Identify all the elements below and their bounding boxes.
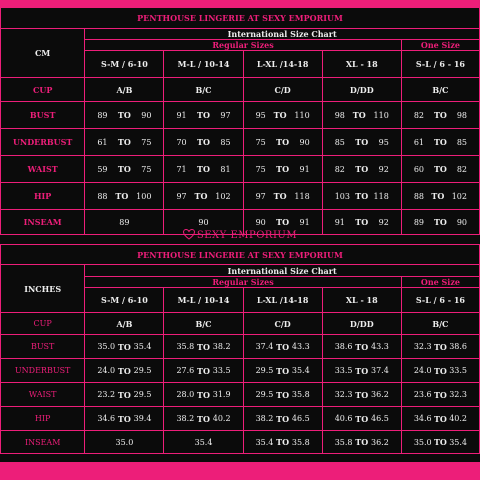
range-min: 88 xyxy=(413,191,425,201)
range-min: 88 xyxy=(97,191,108,201)
to-label: TO xyxy=(355,217,369,227)
range-min: 61 xyxy=(97,137,108,147)
to-label: TO xyxy=(352,110,366,120)
range-value xyxy=(323,110,401,120)
range-value xyxy=(402,437,479,447)
to-label: TO xyxy=(355,365,369,376)
table-row xyxy=(1,183,480,210)
row-label: CUP xyxy=(1,313,85,335)
range-max: 33.5 xyxy=(212,366,231,375)
one-size-label: One Size xyxy=(401,40,479,51)
row-label: HIP xyxy=(1,183,85,210)
to-label: TO xyxy=(433,217,447,227)
row-label: INSEAM xyxy=(1,431,85,454)
range-cell xyxy=(322,407,401,431)
chart-title: PENTHOUSE LINGERIE AT SEXY EMPORIUM xyxy=(1,8,480,29)
range-cell xyxy=(164,102,243,129)
range-max: 98 xyxy=(456,110,467,120)
range-cell xyxy=(401,156,479,183)
size-header: M-L / 10-14 xyxy=(164,51,243,78)
to-label: TO xyxy=(273,191,287,201)
range-cell xyxy=(401,183,479,210)
range-value xyxy=(323,137,401,147)
range-value xyxy=(323,342,401,352)
to-label: TO xyxy=(355,191,369,201)
range-value xyxy=(85,137,163,147)
to-label: TO xyxy=(117,365,131,376)
cup-value: B/C xyxy=(164,313,243,335)
to-label: TO xyxy=(117,341,131,352)
range-value xyxy=(323,390,401,400)
range-value xyxy=(244,110,322,120)
cup-value: A/B xyxy=(85,313,164,335)
range-min: 38.2 xyxy=(255,414,274,423)
range-max: 35.8 xyxy=(291,437,310,447)
range-max: 35.8 xyxy=(291,390,310,399)
to-label: TO xyxy=(194,191,208,201)
top-accent-bar xyxy=(0,0,480,7)
range-value xyxy=(323,164,401,174)
range-min: 23.6 xyxy=(413,390,432,399)
range-value xyxy=(323,217,401,227)
range-min: 61 xyxy=(413,137,425,147)
range-value xyxy=(402,110,479,120)
row-label: BUST xyxy=(1,102,85,129)
row-label: INSEAM xyxy=(1,210,85,235)
range-cell xyxy=(243,102,322,129)
range-max: 75 xyxy=(141,164,152,174)
range-cell xyxy=(322,335,401,359)
table-row xyxy=(1,156,480,183)
to-label: TO xyxy=(197,389,210,400)
range-min: 90 xyxy=(255,217,266,227)
range-max: 35.4 xyxy=(133,342,152,351)
range-max: 29.5 xyxy=(133,390,152,399)
range-value xyxy=(244,414,322,424)
cup-value: D/DD xyxy=(322,313,401,335)
cup-value: D/DD xyxy=(322,78,401,102)
range-max: 32.3 xyxy=(449,390,467,399)
range-cell xyxy=(322,156,401,183)
range-cell xyxy=(243,183,322,210)
size-header: S-L / 6 - 16 xyxy=(401,51,479,78)
range-max: 90 xyxy=(141,110,152,120)
to-label: TO xyxy=(433,137,447,147)
to-label: TO xyxy=(433,110,447,120)
size-header: M-L / 10-14 xyxy=(164,288,243,313)
range-max: 35.4 xyxy=(291,366,310,375)
range-value xyxy=(164,390,242,400)
range-cell xyxy=(243,383,322,407)
row-label: UNDERBUST xyxy=(1,359,85,383)
range-max: 92 xyxy=(378,164,389,174)
inches-size-chart xyxy=(0,244,480,454)
range-cell xyxy=(164,407,243,431)
range-value xyxy=(244,164,322,174)
row-label: WAIST xyxy=(1,156,85,183)
range-cell xyxy=(164,383,243,407)
to-label: TO xyxy=(197,164,210,174)
range-value xyxy=(85,414,163,424)
range-max: 46.5 xyxy=(371,414,389,423)
range-max: 91 xyxy=(299,217,310,227)
cup-value: C/D xyxy=(243,313,322,335)
range-cell xyxy=(243,335,322,359)
range-value xyxy=(244,366,322,376)
range-value xyxy=(244,437,322,447)
table-row xyxy=(1,335,480,359)
range-cell xyxy=(322,383,401,407)
range-value xyxy=(164,137,242,147)
cup-value: C/D xyxy=(243,78,322,102)
regular-sizes-label: Regular Sizes xyxy=(85,40,402,51)
range-min: 75 xyxy=(255,164,266,174)
range-cell xyxy=(401,383,479,407)
range-min: 35.4 xyxy=(255,437,274,447)
to-label: TO xyxy=(355,341,369,352)
range-max: 46.5 xyxy=(291,414,310,423)
range-value xyxy=(323,414,401,424)
range-min: 35.8 xyxy=(334,437,353,447)
range-min: 29.5 xyxy=(255,366,274,375)
range-cell xyxy=(85,407,164,431)
range-max: 35.4 xyxy=(449,437,467,447)
range-value xyxy=(164,110,242,120)
range-value xyxy=(164,414,242,424)
range-min: 24.0 xyxy=(413,366,432,375)
range-cell xyxy=(322,129,401,156)
to-label: TO xyxy=(117,137,131,147)
range-value xyxy=(402,414,479,424)
range-min: 59 xyxy=(97,164,108,174)
table-row xyxy=(1,102,480,129)
range-value xyxy=(164,366,242,376)
to-label: TO xyxy=(197,413,210,424)
to-label: TO xyxy=(117,110,131,120)
range-value xyxy=(323,366,401,376)
range-max: 81 xyxy=(220,164,231,174)
range-min: 32.3 xyxy=(334,390,353,399)
range-min: 34.6 xyxy=(413,414,432,423)
cm-size-chart xyxy=(0,7,480,235)
range-value xyxy=(244,342,322,352)
range-cell xyxy=(401,359,479,383)
row-label: HIP xyxy=(1,407,85,431)
range-min: 40.6 xyxy=(334,414,353,423)
to-label: TO xyxy=(431,191,445,201)
range-min: 98 xyxy=(334,110,345,120)
to-label: TO xyxy=(276,137,290,147)
to-label: TO xyxy=(433,365,447,376)
range-value xyxy=(85,390,163,400)
size-header: S-M / 6-10 xyxy=(85,51,164,78)
range-min: 89 xyxy=(413,217,425,227)
range-cell xyxy=(322,102,401,129)
size-header: S-L / 6 - 16 xyxy=(401,288,479,313)
range-min: 27.6 xyxy=(176,366,195,375)
to-label: TO xyxy=(115,191,129,201)
table-row xyxy=(1,383,480,407)
range-max: 97 xyxy=(220,110,231,120)
row-label: CUP xyxy=(1,78,85,102)
one-size-label: One Size xyxy=(401,277,479,288)
to-label: TO xyxy=(433,164,447,174)
range-cell xyxy=(243,359,322,383)
to-label: TO xyxy=(276,437,290,447)
table-row xyxy=(1,431,480,454)
range-min: 91 xyxy=(176,110,187,120)
range-value xyxy=(402,366,479,376)
range-min: 24.0 xyxy=(97,366,116,375)
range-max: 95 xyxy=(378,137,389,147)
range-max: 39.4 xyxy=(133,414,152,423)
range-cell xyxy=(85,129,164,156)
range-min: 60 xyxy=(413,164,425,174)
range-max: 100 xyxy=(136,191,152,201)
to-label: TO xyxy=(197,341,210,352)
to-label: TO xyxy=(197,365,210,376)
row-label: WAIST xyxy=(1,383,85,407)
range-cell xyxy=(401,102,479,129)
range-value xyxy=(244,137,322,147)
range-max: 37.4 xyxy=(371,366,389,375)
range-cell xyxy=(164,129,243,156)
range-min: 82 xyxy=(413,110,425,120)
range-value xyxy=(323,191,401,201)
to-label: TO xyxy=(355,164,369,174)
cup-value: B/C xyxy=(401,78,479,102)
range-cell xyxy=(401,431,479,454)
inseam-single: 35.4 xyxy=(164,431,243,454)
range-value xyxy=(244,390,322,400)
to-label: TO xyxy=(276,164,290,174)
range-min: 35.8 xyxy=(176,342,195,351)
cup-value: B/C xyxy=(401,313,479,335)
range-value xyxy=(85,342,163,352)
range-max: 118 xyxy=(373,191,389,201)
range-min: 70 xyxy=(176,137,187,147)
range-max: 85 xyxy=(456,137,467,147)
chart-title: PENTHOUSE LINGERIE AT SEXY EMPORIUM xyxy=(1,245,480,265)
range-max: 90 xyxy=(456,217,467,227)
regular-sizes-label: Regular Sizes xyxy=(85,277,402,288)
table-row xyxy=(1,129,480,156)
range-value xyxy=(402,164,479,174)
intl-chart-title: International Size Chart xyxy=(85,29,480,40)
to-label: TO xyxy=(355,413,369,424)
to-label: TO xyxy=(355,137,369,147)
row-label: BUST xyxy=(1,335,85,359)
range-min: 23.2 xyxy=(97,390,116,399)
to-label: TO xyxy=(276,365,290,376)
table-row xyxy=(1,359,480,383)
to-label: TO xyxy=(355,437,369,447)
range-cell xyxy=(243,156,322,183)
range-cell xyxy=(322,431,401,454)
range-cell xyxy=(164,359,243,383)
to-label: TO xyxy=(276,217,290,227)
range-value xyxy=(323,437,401,447)
range-max: 92 xyxy=(378,217,389,227)
range-value xyxy=(85,110,163,120)
range-min: 37.4 xyxy=(255,342,274,351)
range-value xyxy=(402,390,479,400)
to-label: TO xyxy=(433,389,447,400)
range-min: 38.6 xyxy=(334,342,353,351)
range-min: 97 xyxy=(176,191,187,201)
range-max: 40.2 xyxy=(449,414,467,423)
range-min: 35.0 xyxy=(97,342,116,351)
range-max: 102 xyxy=(451,191,467,201)
range-cell xyxy=(85,359,164,383)
size-header: S-M / 6-10 xyxy=(85,288,164,313)
intl-chart-title: International Size Chart xyxy=(85,265,480,277)
range-cell xyxy=(243,129,322,156)
to-label: TO xyxy=(117,413,131,424)
bottom-accent-bar xyxy=(0,462,480,480)
range-min: 95 xyxy=(255,110,266,120)
range-max: 110 xyxy=(294,110,310,120)
to-label: TO xyxy=(197,137,210,147)
range-min: 34.6 xyxy=(97,414,116,423)
logo-text: SEXY EMPORIUM xyxy=(196,230,298,241)
range-min: 89 xyxy=(97,110,108,120)
range-max: 40.2 xyxy=(212,414,231,423)
range-cell xyxy=(85,102,164,129)
range-max: 110 xyxy=(373,110,389,120)
size-header: L-XL /14-18 xyxy=(243,288,322,313)
to-label: TO xyxy=(117,389,131,400)
range-cell xyxy=(401,335,479,359)
to-label: TO xyxy=(197,110,210,120)
range-min: 85 xyxy=(334,137,345,147)
inseam-single: 89 xyxy=(85,210,164,235)
range-cell xyxy=(85,156,164,183)
range-value xyxy=(85,164,163,174)
to-label: TO xyxy=(273,110,287,120)
range-min: 33.5 xyxy=(334,366,353,375)
range-value xyxy=(85,366,163,376)
unit-label: CM xyxy=(1,29,85,78)
unit-label: INCHES xyxy=(1,265,85,313)
range-value xyxy=(402,217,479,227)
size-header: L-XL /14-18 xyxy=(243,51,322,78)
range-max: 85 xyxy=(220,137,231,147)
range-min: 38.2 xyxy=(176,414,195,423)
range-value xyxy=(85,191,163,201)
cup-value: B/C xyxy=(164,78,243,102)
to-label: TO xyxy=(276,389,290,400)
range-min: 32.3 xyxy=(413,342,432,351)
range-cell xyxy=(164,156,243,183)
inseam-single: 35.0 xyxy=(85,431,164,454)
to-label: TO xyxy=(433,437,447,447)
range-max: 43.3 xyxy=(291,342,310,351)
range-max: 90 xyxy=(299,137,310,147)
range-cell xyxy=(243,407,322,431)
range-value xyxy=(402,342,479,352)
range-cell xyxy=(322,183,401,210)
range-max: 82 xyxy=(456,164,467,174)
range-max: 33.5 xyxy=(449,366,467,375)
to-label: TO xyxy=(433,413,447,424)
table-row xyxy=(1,407,480,431)
to-label: TO xyxy=(433,341,447,352)
range-min: 71 xyxy=(176,164,187,174)
range-value xyxy=(244,217,322,227)
range-max: 118 xyxy=(294,191,310,201)
to-label: TO xyxy=(117,164,131,174)
to-label: TO xyxy=(355,389,369,400)
range-max: 31.9 xyxy=(212,390,231,399)
inseam-single: 90 xyxy=(164,210,243,235)
range-cell xyxy=(243,431,322,454)
size-header: XL - 18 xyxy=(322,51,401,78)
range-max: 75 xyxy=(141,137,152,147)
range-max: 43.3 xyxy=(371,342,389,351)
range-min: 75 xyxy=(255,137,266,147)
range-max: 102 xyxy=(215,191,231,201)
to-label: TO xyxy=(276,341,290,352)
range-cell xyxy=(85,183,164,210)
range-cell xyxy=(401,407,479,431)
range-min: 97 xyxy=(255,191,266,201)
range-cell xyxy=(164,335,243,359)
range-max: 29.5 xyxy=(133,366,152,375)
range-max: 38.2 xyxy=(212,342,231,351)
size-header: XL - 18 xyxy=(322,288,401,313)
range-max: 91 xyxy=(299,164,310,174)
range-value xyxy=(244,191,322,201)
range-max: 38.6 xyxy=(449,342,467,351)
range-min: 103 xyxy=(334,191,350,201)
range-value xyxy=(402,137,479,147)
range-value xyxy=(402,191,479,201)
range-min: 28.0 xyxy=(176,390,195,399)
range-max: 36.2 xyxy=(371,390,389,399)
range-value xyxy=(164,164,242,174)
range-value xyxy=(164,342,242,352)
range-min: 82 xyxy=(334,164,345,174)
range-max: 36.2 xyxy=(371,437,389,447)
range-cell xyxy=(164,183,243,210)
range-min: 35.0 xyxy=(413,437,432,447)
row-label: UNDERBUST xyxy=(1,129,85,156)
range-min: 91 xyxy=(334,217,345,227)
heart-icon xyxy=(183,229,195,240)
sexy-emporium-logo xyxy=(0,229,480,243)
range-min: 29.5 xyxy=(255,390,274,399)
range-value xyxy=(164,191,242,201)
range-cell xyxy=(85,383,164,407)
range-cell xyxy=(322,359,401,383)
cup-value: A/B xyxy=(85,78,164,102)
to-label: TO xyxy=(276,413,290,424)
range-cell xyxy=(401,129,479,156)
range-cell xyxy=(85,335,164,359)
